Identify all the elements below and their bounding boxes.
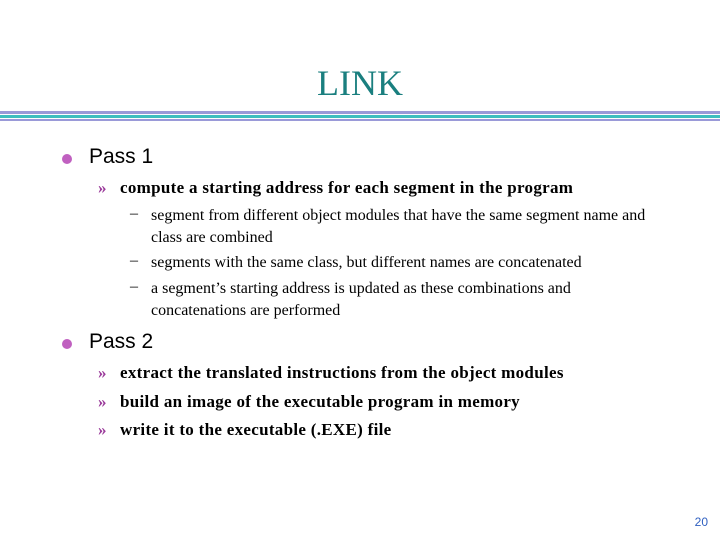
bullet-chevron-icon: »: [98, 392, 107, 411]
list-subitem: a segment’s starting address is updated as these combinations and concatenations are performed: [151, 280, 571, 319]
title-rule-bottom: [0, 119, 720, 121]
bullet-dash-icon: –: [130, 278, 138, 295]
bullet-chevron-icon: »: [98, 363, 107, 382]
title-rule-top: [0, 111, 720, 114]
list-item: write it to the executable (.EXE) file: [120, 420, 392, 439]
title-rule-middle: [0, 115, 720, 118]
list-item: compute a starting address for each segment in the program: [120, 178, 574, 197]
slide-title: LINK: [317, 63, 403, 103]
bullet-dot-icon: [62, 154, 72, 164]
list-item: extract the translated instructions from the object modules: [120, 363, 564, 382]
page-number: 20: [694, 515, 708, 529]
bullet-dash-icon: –: [130, 205, 138, 222]
list-subitem: segment from different object modules that have the same segment name and class are combined: [151, 207, 646, 246]
bullet-chevron-icon: »: [98, 178, 107, 197]
section-heading: Pass 2: [89, 330, 154, 353]
list-subitem: segments with the same class, but different names are concatenated: [151, 254, 582, 271]
bullet-dash-icon: –: [130, 252, 138, 269]
bullet-chevron-icon: »: [98, 420, 107, 439]
bullet-dot-icon: [62, 339, 72, 349]
list-item: build an image of the executable program in memory: [120, 392, 520, 411]
section-heading: Pass 1: [89, 145, 154, 168]
